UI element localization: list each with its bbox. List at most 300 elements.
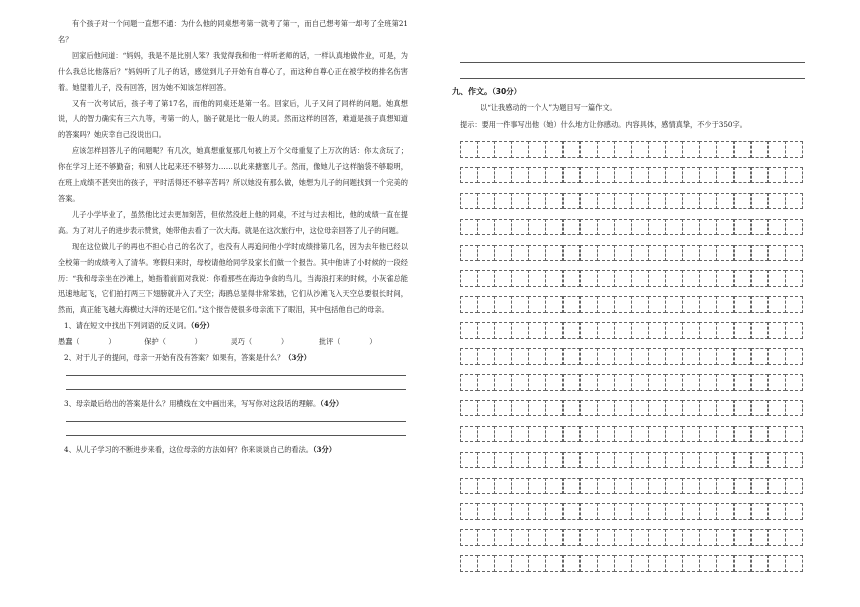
grid-cell[interactable] <box>580 322 598 339</box>
grid-cell[interactable] <box>563 322 581 339</box>
grid-cell[interactable] <box>785 529 803 546</box>
grid-cell[interactable] <box>614 167 632 184</box>
grid-cell[interactable] <box>614 193 632 210</box>
grid-cell[interactable] <box>682 374 700 391</box>
grid-cell[interactable] <box>477 219 495 236</box>
grid-cell[interactable] <box>751 193 769 210</box>
grid-cell[interactable] <box>494 400 512 417</box>
grid-cell[interactable] <box>768 245 786 262</box>
grid-cell[interactable] <box>665 529 683 546</box>
grid-cell[interactable] <box>511 503 529 520</box>
grid-cell[interactable] <box>699 555 717 572</box>
grid-cell[interactable] <box>614 452 632 469</box>
grid-cell[interactable] <box>580 270 598 287</box>
grid-cell[interactable] <box>545 374 563 391</box>
grid-cell[interactable] <box>545 141 563 158</box>
grid-cell[interactable] <box>494 374 512 391</box>
grid-cell[interactable] <box>494 219 512 236</box>
grid-cell[interactable] <box>563 219 581 236</box>
grid-cell[interactable] <box>545 219 563 236</box>
answer-line[interactable] <box>460 62 805 63</box>
grid-cell[interactable] <box>768 426 786 443</box>
grid-cell[interactable] <box>631 322 649 339</box>
grid-cell[interactable] <box>460 270 478 287</box>
grid-cell[interactable] <box>614 322 632 339</box>
grid-cell[interactable] <box>631 426 649 443</box>
grid-cell[interactable] <box>665 193 683 210</box>
grid-cell[interactable] <box>716 348 734 365</box>
grid-cell[interactable] <box>682 426 700 443</box>
antonym-blank[interactable]: （ ） <box>72 336 116 346</box>
grid-cell[interactable] <box>648 529 666 546</box>
grid-cell[interactable] <box>699 503 717 520</box>
grid-cell[interactable] <box>785 478 803 495</box>
grid-cell[interactable] <box>648 141 666 158</box>
grid-cell[interactable] <box>597 270 615 287</box>
grid-cell[interactable] <box>460 555 478 572</box>
grid-cell[interactable] <box>734 193 752 210</box>
grid-cell[interactable] <box>597 400 615 417</box>
grid-cell[interactable] <box>682 219 700 236</box>
grid-cell[interactable] <box>563 296 581 313</box>
grid-cell[interactable] <box>545 296 563 313</box>
grid-cell[interactable] <box>563 503 581 520</box>
grid-cell[interactable] <box>682 529 700 546</box>
grid-cell[interactable] <box>528 348 546 365</box>
grid-cell[interactable] <box>545 478 563 495</box>
grid-cell[interactable] <box>734 296 752 313</box>
grid-cell[interactable] <box>528 529 546 546</box>
grid-cell[interactable] <box>785 193 803 210</box>
grid-cell[interactable] <box>494 167 512 184</box>
grid-cell[interactable] <box>768 141 786 158</box>
grid-cell[interactable] <box>494 270 512 287</box>
grid-cell[interactable] <box>734 426 752 443</box>
grid-cell[interactable] <box>597 296 615 313</box>
grid-cell[interactable] <box>699 426 717 443</box>
grid-cell[interactable] <box>597 529 615 546</box>
grid-cell[interactable] <box>614 503 632 520</box>
grid-cell[interactable] <box>665 374 683 391</box>
grid-cell[interactable] <box>751 529 769 546</box>
grid-cell[interactable] <box>545 193 563 210</box>
grid-cell[interactable] <box>477 141 495 158</box>
grid-cell[interactable] <box>511 452 529 469</box>
grid-cell[interactable] <box>528 555 546 572</box>
grid-cell[interactable] <box>460 503 478 520</box>
grid-cell[interactable] <box>545 270 563 287</box>
grid-cell[interactable] <box>751 270 769 287</box>
grid-cell[interactable] <box>477 167 495 184</box>
grid-cell[interactable] <box>768 374 786 391</box>
grid-cell[interactable] <box>563 374 581 391</box>
grid-cell[interactable] <box>699 400 717 417</box>
antonym-blank[interactable]: （ ） <box>244 336 289 346</box>
grid-cell[interactable] <box>563 167 581 184</box>
grid-cell[interactable] <box>648 193 666 210</box>
grid-cell[interactable] <box>682 348 700 365</box>
grid-cell[interactable] <box>580 529 598 546</box>
grid-cell[interactable] <box>477 193 495 210</box>
grid-cell[interactable] <box>734 141 752 158</box>
grid-cell[interactable] <box>614 426 632 443</box>
grid-cell[interactable] <box>631 296 649 313</box>
grid-cell[interactable] <box>511 555 529 572</box>
grid-cell[interactable] <box>665 348 683 365</box>
grid-cell[interactable] <box>494 529 512 546</box>
grid-cell[interactable] <box>545 426 563 443</box>
grid-cell[interactable] <box>768 452 786 469</box>
grid-cell[interactable] <box>665 322 683 339</box>
grid-cell[interactable] <box>494 478 512 495</box>
grid-cell[interactable] <box>682 322 700 339</box>
grid-cell[interactable] <box>580 141 598 158</box>
grid-cell[interactable] <box>682 245 700 262</box>
grid-cell[interactable] <box>631 245 649 262</box>
grid-cell[interactable] <box>751 219 769 236</box>
grid-cell[interactable] <box>648 167 666 184</box>
grid-cell[interactable] <box>716 400 734 417</box>
grid-cell[interactable] <box>665 270 683 287</box>
grid-cell[interactable] <box>528 167 546 184</box>
grid-cell[interactable] <box>682 478 700 495</box>
grid-cell[interactable] <box>511 270 529 287</box>
grid-cell[interactable] <box>716 478 734 495</box>
grid-cell[interactable] <box>768 503 786 520</box>
grid-cell[interactable] <box>614 478 632 495</box>
grid-cell[interactable] <box>785 296 803 313</box>
grid-cell[interactable] <box>768 219 786 236</box>
grid-cell[interactable] <box>460 322 478 339</box>
grid-cell[interactable] <box>665 503 683 520</box>
grid-cell[interactable] <box>460 452 478 469</box>
grid-cell[interactable] <box>580 426 598 443</box>
grid-cell[interactable] <box>597 219 615 236</box>
grid-cell[interactable] <box>665 219 683 236</box>
grid-cell[interactable] <box>699 141 717 158</box>
grid-cell[interactable] <box>477 478 495 495</box>
grid-cell[interactable] <box>614 529 632 546</box>
grid-cell[interactable] <box>631 503 649 520</box>
grid-cell[interactable] <box>580 503 598 520</box>
grid-cell[interactable] <box>699 193 717 210</box>
grid-cell[interactable] <box>563 270 581 287</box>
writing-grid[interactable] <box>460 141 802 581</box>
grid-cell[interactable] <box>716 245 734 262</box>
grid-cell[interactable] <box>648 426 666 443</box>
grid-cell[interactable] <box>494 348 512 365</box>
grid-cell[interactable] <box>682 193 700 210</box>
grid-cell[interactable] <box>665 452 683 469</box>
grid-cell[interactable] <box>545 400 563 417</box>
grid-cell[interactable] <box>648 555 666 572</box>
grid-cell[interactable] <box>545 245 563 262</box>
grid-cell[interactable] <box>494 426 512 443</box>
grid-cell[interactable] <box>580 452 598 469</box>
grid-cell[interactable] <box>785 322 803 339</box>
grid-cell[interactable] <box>631 193 649 210</box>
grid-cell[interactable] <box>563 426 581 443</box>
grid-cell[interactable] <box>665 296 683 313</box>
grid-cell[interactable] <box>699 322 717 339</box>
grid-cell[interactable] <box>563 348 581 365</box>
grid-cell[interactable] <box>528 245 546 262</box>
grid-cell[interactable] <box>716 193 734 210</box>
grid-cell[interactable] <box>460 193 478 210</box>
grid-cell[interactable] <box>545 503 563 520</box>
grid-cell[interactable] <box>716 426 734 443</box>
grid-cell[interactable] <box>699 219 717 236</box>
grid-cell[interactable] <box>580 167 598 184</box>
grid-cell[interactable] <box>545 452 563 469</box>
grid-cell[interactable] <box>511 426 529 443</box>
grid-cell[interactable] <box>580 348 598 365</box>
grid-cell[interactable] <box>751 400 769 417</box>
grid-cell[interactable] <box>614 270 632 287</box>
grid-cell[interactable] <box>597 478 615 495</box>
grid-cell[interactable] <box>648 478 666 495</box>
grid-cell[interactable] <box>716 529 734 546</box>
grid-cell[interactable] <box>768 400 786 417</box>
grid-cell[interactable] <box>648 348 666 365</box>
grid-cell[interactable] <box>716 452 734 469</box>
grid-cell[interactable] <box>528 270 546 287</box>
grid-cell[interactable] <box>631 478 649 495</box>
grid-cell[interactable] <box>528 478 546 495</box>
grid-cell[interactable] <box>460 296 478 313</box>
grid-cell[interactable] <box>580 219 598 236</box>
grid-cell[interactable] <box>477 503 495 520</box>
antonym-blank[interactable]: （ ） <box>333 336 377 346</box>
grid-cell[interactable] <box>477 322 495 339</box>
grid-cell[interactable] <box>545 322 563 339</box>
grid-cell[interactable] <box>545 529 563 546</box>
grid-cell[interactable] <box>631 348 649 365</box>
grid-cell[interactable] <box>751 167 769 184</box>
grid-cell[interactable] <box>648 400 666 417</box>
grid-cell[interactable] <box>648 270 666 287</box>
grid-cell[interactable] <box>477 348 495 365</box>
grid-cell[interactable] <box>682 452 700 469</box>
grid-cell[interactable] <box>528 452 546 469</box>
grid-cell[interactable] <box>631 529 649 546</box>
grid-cell[interactable] <box>665 167 683 184</box>
grid-cell[interactable] <box>751 322 769 339</box>
grid-cell[interactable] <box>665 426 683 443</box>
grid-cell[interactable] <box>563 400 581 417</box>
grid-cell[interactable] <box>528 374 546 391</box>
grid-cell[interactable] <box>494 322 512 339</box>
grid-cell[interactable] <box>682 141 700 158</box>
grid-cell[interactable] <box>563 555 581 572</box>
answer-line[interactable] <box>460 78 805 79</box>
grid-cell[interactable] <box>716 374 734 391</box>
grid-cell[interactable] <box>597 555 615 572</box>
grid-cell[interactable] <box>460 245 478 262</box>
grid-cell[interactable] <box>494 503 512 520</box>
grid-cell[interactable] <box>614 348 632 365</box>
grid-cell[interactable] <box>716 219 734 236</box>
grid-cell[interactable] <box>699 245 717 262</box>
grid-cell[interactable] <box>699 296 717 313</box>
grid-cell[interactable] <box>580 555 598 572</box>
grid-cell[interactable] <box>699 529 717 546</box>
grid-cell[interactable] <box>648 219 666 236</box>
grid-cell[interactable] <box>785 503 803 520</box>
grid-cell[interactable] <box>528 296 546 313</box>
grid-cell[interactable] <box>734 555 752 572</box>
grid-cell[interactable] <box>751 374 769 391</box>
grid-cell[interactable] <box>768 529 786 546</box>
grid-cell[interactable] <box>597 167 615 184</box>
grid-cell[interactable] <box>734 270 752 287</box>
grid-cell[interactable] <box>716 167 734 184</box>
grid-cell[interactable] <box>477 555 495 572</box>
grid-cell[interactable] <box>580 400 598 417</box>
grid-cell[interactable] <box>631 400 649 417</box>
grid-cell[interactable] <box>785 452 803 469</box>
grid-cell[interactable] <box>648 322 666 339</box>
grid-cell[interactable] <box>631 167 649 184</box>
grid-cell[interactable] <box>716 141 734 158</box>
grid-cell[interactable] <box>477 400 495 417</box>
grid-cell[interactable] <box>682 296 700 313</box>
grid-cell[interactable] <box>716 322 734 339</box>
grid-cell[interactable] <box>648 503 666 520</box>
grid-cell[interactable] <box>597 348 615 365</box>
grid-cell[interactable] <box>734 452 752 469</box>
grid-cell[interactable] <box>545 167 563 184</box>
antonym-blank[interactable]: （ ） <box>158 336 202 346</box>
grid-cell[interactable] <box>477 529 495 546</box>
grid-cell[interactable] <box>511 245 529 262</box>
grid-cell[interactable] <box>768 167 786 184</box>
grid-cell[interactable] <box>614 374 632 391</box>
grid-cell[interactable] <box>580 193 598 210</box>
grid-cell[interactable] <box>580 296 598 313</box>
grid-cell[interactable] <box>734 219 752 236</box>
grid-cell[interactable] <box>614 400 632 417</box>
grid-cell[interactable] <box>511 322 529 339</box>
grid-cell[interactable] <box>528 219 546 236</box>
grid-cell[interactable] <box>545 555 563 572</box>
grid-cell[interactable] <box>631 374 649 391</box>
grid-cell[interactable] <box>768 296 786 313</box>
grid-cell[interactable] <box>460 167 478 184</box>
grid-cell[interactable] <box>751 141 769 158</box>
grid-cell[interactable] <box>528 322 546 339</box>
grid-cell[interactable] <box>494 296 512 313</box>
grid-cell[interactable] <box>494 193 512 210</box>
grid-cell[interactable] <box>597 245 615 262</box>
grid-cell[interactable] <box>682 270 700 287</box>
grid-cell[interactable] <box>460 374 478 391</box>
grid-cell[interactable] <box>682 503 700 520</box>
grid-cell[interactable] <box>511 167 529 184</box>
grid-cell[interactable] <box>528 426 546 443</box>
grid-cell[interactable] <box>460 219 478 236</box>
grid-cell[interactable] <box>614 141 632 158</box>
grid-cell[interactable] <box>494 141 512 158</box>
grid-cell[interactable] <box>631 141 649 158</box>
grid-cell[interactable] <box>716 296 734 313</box>
grid-cell[interactable] <box>631 270 649 287</box>
grid-cell[interactable] <box>768 322 786 339</box>
grid-cell[interactable] <box>460 478 478 495</box>
grid-cell[interactable] <box>545 348 563 365</box>
grid-cell[interactable] <box>563 529 581 546</box>
grid-cell[interactable] <box>734 478 752 495</box>
grid-cell[interactable] <box>563 245 581 262</box>
grid-cell[interactable] <box>734 503 752 520</box>
grid-cell[interactable] <box>665 400 683 417</box>
grid-cell[interactable] <box>751 348 769 365</box>
grid-cell[interactable] <box>665 141 683 158</box>
grid-cell[interactable] <box>597 193 615 210</box>
grid-cell[interactable] <box>785 400 803 417</box>
grid-cell[interactable] <box>751 555 769 572</box>
grid-cell[interactable] <box>734 245 752 262</box>
grid-cell[interactable] <box>785 245 803 262</box>
grid-cell[interactable] <box>528 400 546 417</box>
grid-cell[interactable] <box>768 348 786 365</box>
grid-cell[interactable] <box>716 555 734 572</box>
grid-cell[interactable] <box>597 322 615 339</box>
grid-cell[interactable] <box>682 555 700 572</box>
grid-cell[interactable] <box>597 503 615 520</box>
grid-cell[interactable] <box>751 245 769 262</box>
grid-cell[interactable] <box>734 348 752 365</box>
grid-cell[interactable] <box>648 374 666 391</box>
grid-cell[interactable] <box>665 245 683 262</box>
grid-cell[interactable] <box>751 503 769 520</box>
grid-cell[interactable] <box>682 167 700 184</box>
grid-cell[interactable] <box>460 426 478 443</box>
grid-cell[interactable] <box>614 245 632 262</box>
grid-cell[interactable] <box>699 167 717 184</box>
grid-cell[interactable] <box>785 555 803 572</box>
grid-cell[interactable] <box>665 478 683 495</box>
grid-cell[interactable] <box>460 400 478 417</box>
answer-line[interactable] <box>66 421 406 422</box>
grid-cell[interactable] <box>597 426 615 443</box>
grid-cell[interactable] <box>631 219 649 236</box>
grid-cell[interactable] <box>563 452 581 469</box>
grid-cell[interactable] <box>528 193 546 210</box>
grid-cell[interactable] <box>734 322 752 339</box>
grid-cell[interactable] <box>785 219 803 236</box>
grid-cell[interactable] <box>631 555 649 572</box>
answer-line[interactable] <box>66 435 406 436</box>
grid-cell[interactable] <box>648 245 666 262</box>
grid-cell[interactable] <box>597 452 615 469</box>
grid-cell[interactable] <box>665 555 683 572</box>
grid-cell[interactable] <box>511 478 529 495</box>
grid-cell[interactable] <box>734 400 752 417</box>
grid-cell[interactable] <box>563 193 581 210</box>
grid-cell[interactable] <box>460 529 478 546</box>
grid-cell[interactable] <box>511 219 529 236</box>
grid-cell[interactable] <box>768 555 786 572</box>
grid-cell[interactable] <box>751 478 769 495</box>
grid-cell[interactable] <box>785 141 803 158</box>
grid-cell[interactable] <box>785 270 803 287</box>
grid-cell[interactable] <box>734 167 752 184</box>
grid-cell[interactable] <box>734 374 752 391</box>
grid-cell[interactable] <box>477 452 495 469</box>
grid-cell[interactable] <box>785 348 803 365</box>
grid-cell[interactable] <box>477 296 495 313</box>
